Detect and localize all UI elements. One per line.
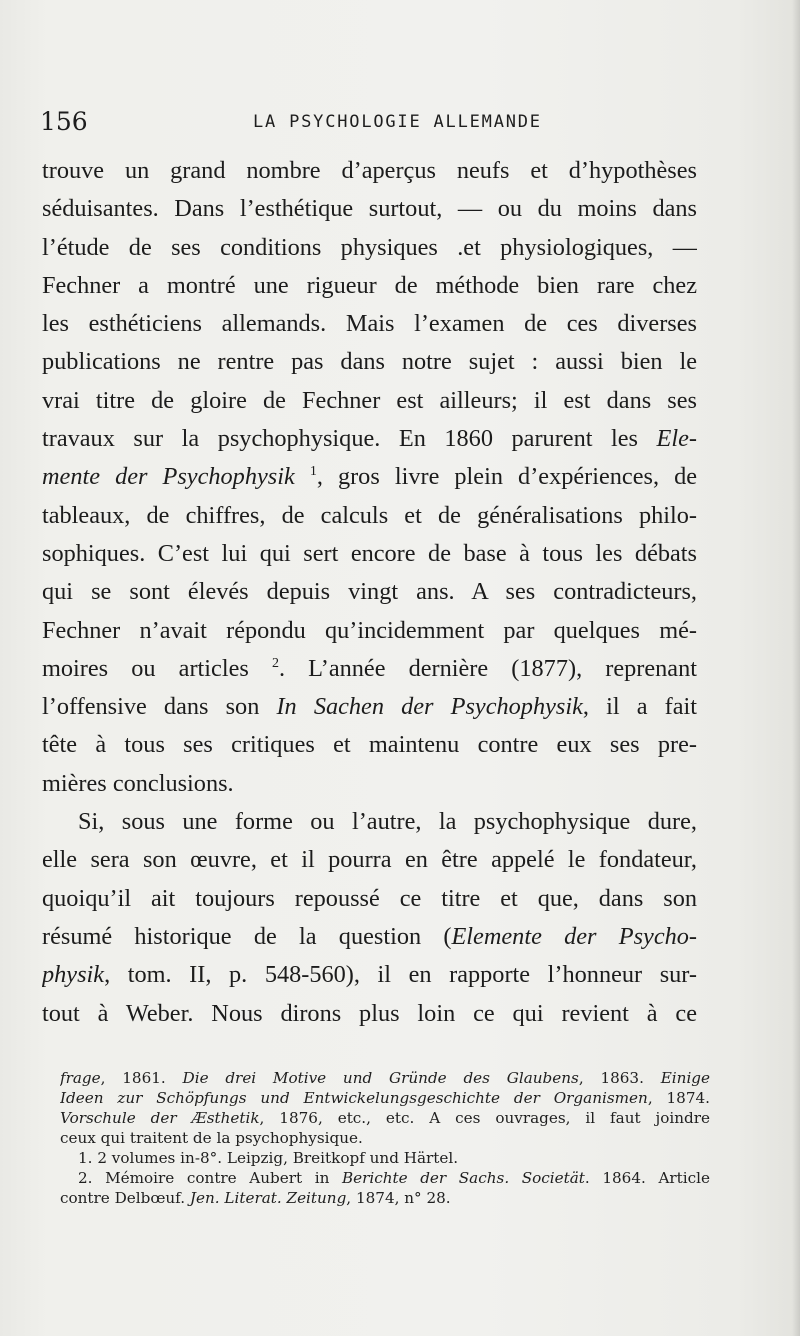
text-line: tête à tous ses critiques et maintenu contre eux ses pre- (42, 731, 697, 759)
text-line: tout à Weber. Nous dirons plus loin ce qui revient à ce (42, 999, 697, 1027)
text-line: les esthéticiens allemands. Mais l’examen de ces diverses (42, 310, 697, 338)
page-header (40, 104, 700, 140)
text-line: elle sera son œuvre, et il pourra en être appelé le fondateur, (42, 846, 697, 874)
text-line: travaux sur la psychophysique. En 1860 parurent les Ele- (42, 425, 697, 453)
footnote-line: contre Delbœuf. Jen. Literat. Zeitung, 1874, n° 28. (60, 1189, 451, 1207)
text-line: Fechner a montré une rigueur de méthode bien rare chez (42, 271, 697, 299)
text-line: mente der Psychophysik $^1$, gros livre plein d’expériences, de (42, 463, 697, 491)
text-line: l’étude de ses conditions physiques .et physiologiques, — (42, 233, 697, 261)
text-line: publications ne rentre pas dans notre sujet : aussi bien le (42, 348, 697, 376)
footnote-line: Vorschule der Æsthetik, 1876, etc., etc. A ces ouvrages, il faut joindre (60, 1109, 710, 1127)
text-line: Fechner n’avait répondu qu’incidemment par quelques mé- (42, 616, 697, 644)
text-line: qui se sont élevés depuis vingt ans. A ses contradicteurs, (42, 578, 697, 606)
text-line: résumé historique de la question (Elemente der Psycho- (42, 922, 697, 950)
text-line: Si, sous une forme ou l’autre, la psychophysique dure, (78, 808, 697, 836)
text-line: mières conclusions. (42, 769, 234, 797)
text-line: physik, tom. II, p. 548-560), il en rapporte l’honneur sur- (42, 961, 697, 989)
footnote-1: 1. 2 volumes in-8°. Leipzig, Breitkopf und Härtel. (78, 1149, 459, 1167)
footnote-line: ceux qui traitent de la psychophysique. (60, 1129, 363, 1147)
italic-title: Elemente der Psycho- (451, 922, 697, 950)
body-text (42, 152, 697, 1033)
running-head: LA PSYCHOLOGIE ALLEMANDE (253, 112, 542, 132)
text-line: séduisantes. Dans l’esthétique surtout, — ou du moins dans (42, 195, 697, 223)
italic-title: physik (42, 961, 105, 989)
text-line: moires ou articles $^2$. L’année dernière (1877), reprenant (42, 654, 697, 682)
text-line: trouve un grand nombre d’aperçus neufs et d’hypothèses (42, 157, 697, 184)
italic-title: Ele- (656, 425, 697, 453)
footnote-line: Ideen zur Schöpfungs und Entwickelungsgeschichte der Organismen, 1874. (60, 1089, 710, 1107)
text-line: tableaux, de chiffres, de calculs et de généralisations philo- (42, 501, 697, 529)
italic-title: mente der Psychophysik (42, 463, 295, 491)
footnote-ref: 2 (271, 655, 279, 671)
text-line: sophiques. C’est lui qui sert encore de base à tous les débats (42, 539, 697, 567)
footnotes (60, 1068, 710, 1208)
page-number: 156 (40, 107, 88, 136)
footnote-2: 2. Mémoire contre Aubert in Berichte der Sachs. Societät. 1864. Article (78, 1169, 710, 1187)
text-line: quoiqu’il ait toujours repoussé ce titre et que, dans son (42, 884, 697, 912)
footnote-ref: 1 (309, 464, 317, 480)
text-line: vrai titre de gloire de Fechner est ailleurs; il est dans ses (42, 386, 697, 414)
text-line: l’offensive dans son In Sachen der Psychophysik, il a fait (42, 693, 697, 721)
page-edge-shadow (792, 0, 800, 1336)
footnote-line: frage, 1861. Die drei Motive und Gründe des Glaubens, 1863. Einige (60, 1069, 710, 1087)
italic-title: In Sachen der Psychophysik (276, 693, 583, 721)
